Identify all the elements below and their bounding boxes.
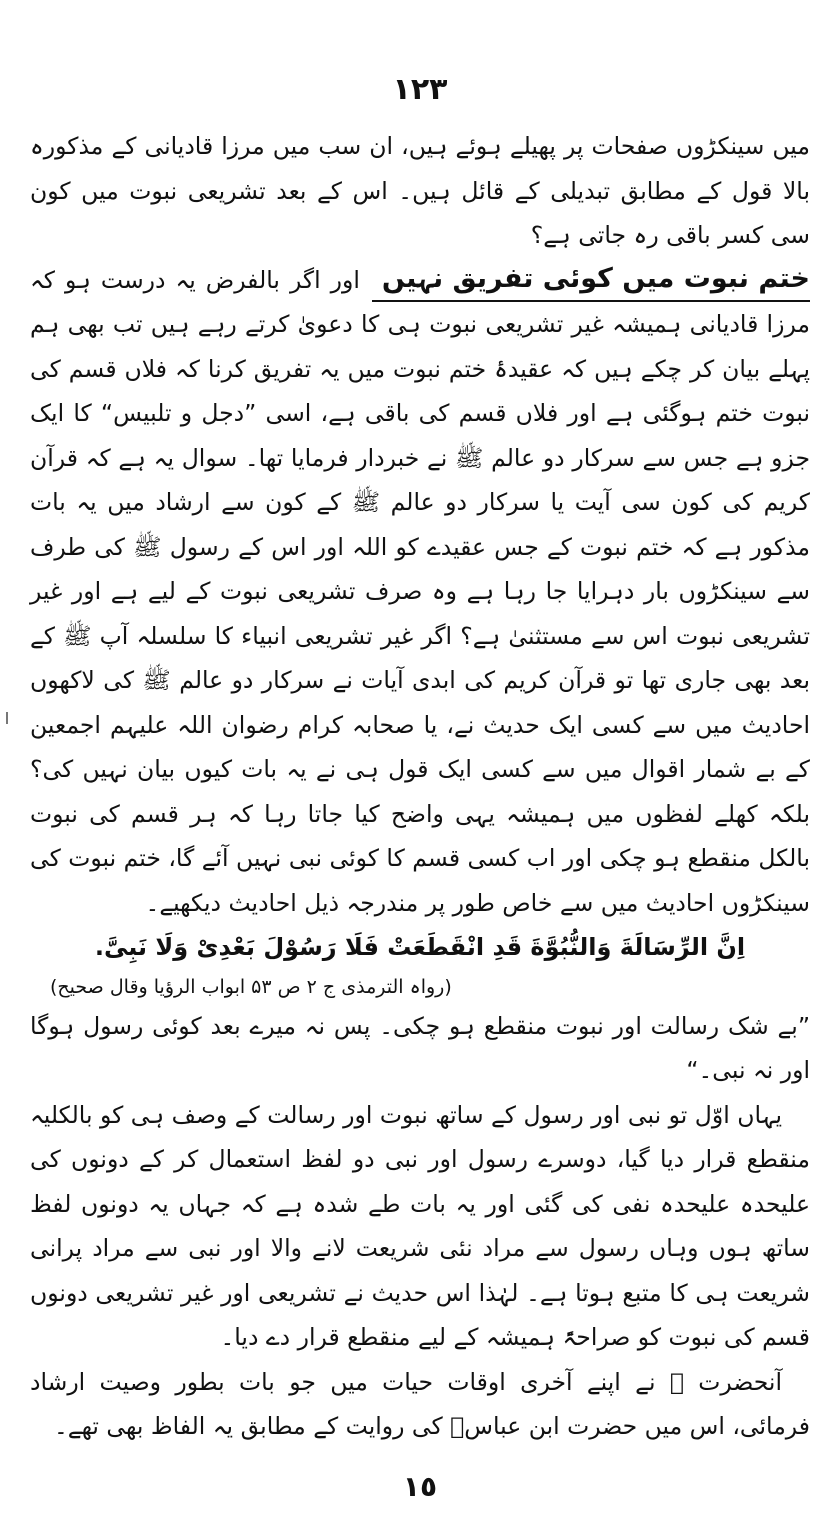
margin-mark xyxy=(6,712,8,724)
paragraph-2: اور اگر بالفرض یہ درست ہو کہ مرزا قادیانی ہمیشہ غیر تشریعی نبوت ہی کا دعویٰ کرتے رہے ہیں تب بھی ہم پہلے بیان کر چکے ہیں کہ عقیدۂ ختم نبوت میں یہ تفریق کرنا کہ فلاں قسم کی نبوت ختم ہوگئی ہے اور فلاں قسم کی باقی ہے، اسی ”دجل و تلبیس“ کا ایک جزو ہے جس سے سرکار دو عالم ﷺ نے خبردار فرمایا تھا۔ سوال یہ ہے کہ قرآن کریم کی کون سی آیت یا سرکار دو عالم ﷺ کے کون سے ارشاد میں یہ بات مذکور ہے کہ ختم نبوت کے جس عقیدے کو اللہ اور اس کے رسول ﷺ کی طرف سے سینکڑوں بار دہرایا جا رہا ہے وہ صرف تشریعی نبوت کے لیے ہے اور غیر تشریعی نبوت اس سے مستثنیٰ ہے؟ اگر غیر تشریعی انبیاء کا سلسلہ آپ ﷺ کے بعد بھی جاری تھا تو قرآن کریم کی ابدی آیات نے سرکار دو عالم ﷺ کی لاکھوں احادیث میں سے کسی ایک حدیث نے، یا صحابہ کرام رضوان اللہ علیہم اجمعین کے بے شمار اقوال میں سے کسی ایک قول ہی نے یہ بات کیوں بیان نہیں کی؟ بلکہ کھلے لفظوں میں ہمیشہ یہی واضح کیا جاتا رہا کہ ہر قسم کی نبوت بالکل منقطع ہو چکی اور اب کسی قسم کا کوئی نبی نہیں آئے گا، ختم نبوت کی سینکڑوں احادیث میں سے خاص طور پر مندرجہ ذیل احادیث دیکھیے۔ xyxy=(30,265,810,917)
page-body xyxy=(30,124,810,1449)
reference-text: (رواہ الترمذی ج ۲ ص ۵۳ ابواب الرؤیا وقال صحیح) xyxy=(50,975,452,998)
section-heading: ختم نبوت میں کوئی تفریق نہیں xyxy=(372,258,810,302)
paragraph-2-block xyxy=(30,258,810,926)
paragraph-4: آنحضرت ﷺ نے اپنے آخری اوقات حیات میں جو بات بطور وصیت ارشاد فرمائی، اس میں حضرت ابن عباسؓ کی روایت کے مطابق یہ الفاظ بھی تھے۔ xyxy=(30,1367,810,1440)
hadith-reference xyxy=(30,970,810,1004)
arabic-hadith: اِنَّ الرِّسَالَةَ وَالنُّبُوَّةَ قَدِ انْقَطَعَتْ فَلَا رَسُوْلَ بَعْدِیْ وَلَا نَبِیَّ. xyxy=(94,933,746,961)
page-number-top: ١٢٣ xyxy=(392,72,448,107)
hadith-translation: ”بے شک رسالت اور نبوت منقطع ہو چکی۔ پس نہ میرے بعد کوئی رسول ہوگا اور نہ نبی۔“ xyxy=(30,1011,810,1084)
page-number-bottom: ١٥ xyxy=(402,1470,438,1503)
paragraph-3: یہاں اوّل تو نبی اور رسول کے ساتھ نبوت اور رسالت کے وصف ہی کو بالکلیہ منقطع قرار دیا گیا، دوسرے رسول اور نبی دو لفظ استعمال کر کے دونوں کی علیحدہ علیحدہ نفی کی گئی اور یہ بات طے شدہ ہے کہ جہاں یہ دونوں لفظ ساتھ ہوں وہاں رسول سے مراد نئی شریعت لانے والا اور نبی سے مراد پرانی شریعت ہی کا متبع ہوتا ہے۔ لہٰذا اس حدیث نے تشریعی اور غیر تشریعی دونوں قسم کی نبوت کو صراحۃً ہمیشہ کے لیے منقطع قرار دے دیا۔ xyxy=(30,1100,810,1351)
paragraph-1: میں سینکڑوں صفحات پر پھیلے ہوئے ہیں، ان سب میں مرزا قادیانی کے مذکورہ بالا قول کے مطابق تبدیلی کے قائل ہیں۔ اس کے بعد تشریعی نبوت میں کون سی کسر باقی رہ جاتی ہے؟ xyxy=(30,132,810,249)
